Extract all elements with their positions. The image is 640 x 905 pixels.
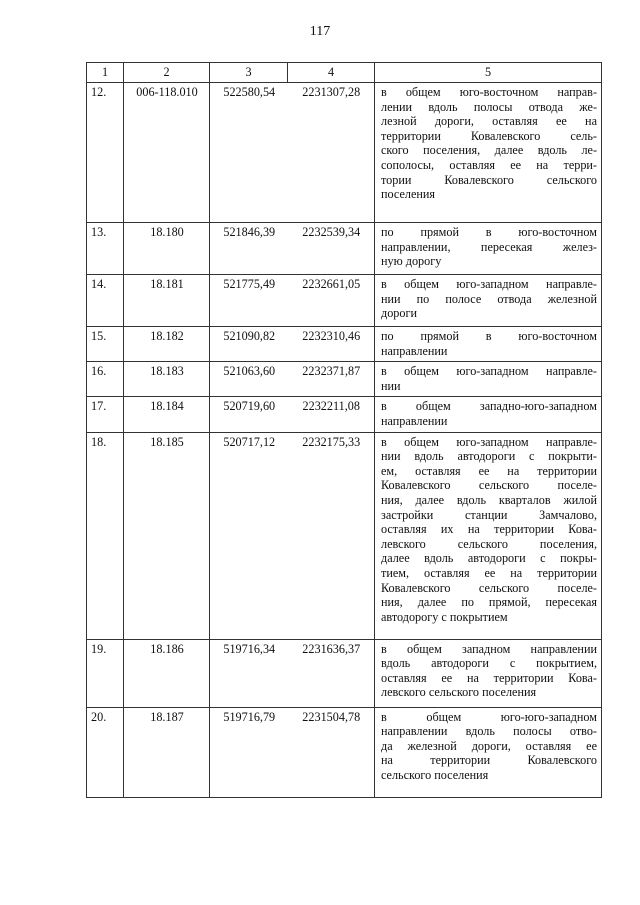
description-line: ния, далее вдоль кварталов жилой <box>381 492 597 507</box>
table-row <box>87 639 602 707</box>
coord-y: 2231636,37 <box>288 639 375 707</box>
description-line: вдоль автодороги с покрытием, <box>381 656 597 671</box>
row-number: 13. <box>87 223 124 275</box>
description-line: Ковалевского сельского поселе- <box>381 478 597 493</box>
point-code: 18.183 <box>124 362 210 397</box>
description-line: направлении вдоль полосы отво- <box>381 724 597 739</box>
direction-description <box>375 83 602 223</box>
row-number: 12. <box>87 83 124 223</box>
row-number: 14. <box>87 275 124 327</box>
description-line: ную дорогу <box>381 254 442 269</box>
description-line: в общем юго-западном направле- <box>381 364 597 379</box>
direction-description <box>375 327 602 362</box>
coord-y: 2232310,46 <box>288 327 375 362</box>
description-line: в общем юго-восточном направ- <box>381 85 597 99</box>
row-number: 20. <box>87 707 124 797</box>
row-number: 19. <box>87 639 124 707</box>
direction-description <box>375 275 602 327</box>
description-line: автодорогу с покрытием <box>381 609 508 624</box>
description-line: нии <box>381 378 401 393</box>
coord-y: 2231307,28 <box>288 83 375 223</box>
table-row <box>87 397 602 432</box>
point-code: 006-118.010 <box>124 83 210 223</box>
direction-description <box>375 432 602 639</box>
coord-x: 521090,82 <box>210 327 288 362</box>
description-line: по прямой в юго-восточном <box>381 329 597 343</box>
point-code: 18.181 <box>124 275 210 327</box>
page-number: 117 <box>309 24 331 39</box>
coord-x: 521846,39 <box>210 223 288 275</box>
coord-x: 519716,34 <box>210 639 288 707</box>
description-line: оставляя ее на территории Кова- <box>381 670 597 685</box>
row-number: 15. <box>87 327 124 362</box>
description-line: лезной дороги, оставляя ее на <box>381 114 597 129</box>
table-row <box>87 327 602 362</box>
description-line: нии вдоль автодороги с покрыти- <box>381 449 597 464</box>
description-line: тием, оставляя ее на территории <box>381 565 597 580</box>
header-cell-1: 1 <box>87 63 124 83</box>
header-cell-5: 5 <box>375 63 602 83</box>
table-row <box>87 432 602 639</box>
header-cell-4: 4 <box>288 63 375 83</box>
description-line: ем, оставляя ее на территории <box>381 463 597 478</box>
description-line: левского сельского поселения, <box>381 536 597 551</box>
description-line: сельского поселения <box>381 767 489 782</box>
direction-description <box>375 707 602 797</box>
table-header-row <box>87 63 602 83</box>
header-cell-3: 3 <box>210 63 288 83</box>
description-line: ского поселения, далее вдоль ле- <box>381 143 597 158</box>
table-row <box>87 83 602 223</box>
description-line: сополосы, оставляя ее на терри- <box>381 157 597 172</box>
description-line: левского сельского поселения <box>381 685 537 700</box>
description-line: нии по полосе отвода железной <box>381 291 597 306</box>
coord-y: 2232211,08 <box>288 397 375 432</box>
description-line: в общем юго-западном направле- <box>381 277 597 291</box>
description-line: в общем западном направлении <box>381 641 597 656</box>
row-number: 16. <box>87 362 124 397</box>
description-line: направлении <box>381 413 448 428</box>
description-line: Ковалевского сельского поселе- <box>381 580 597 595</box>
description-line: в общем юго-юго-западном <box>381 709 597 724</box>
coord-x: 520717,12 <box>210 432 288 639</box>
table-row <box>87 362 602 397</box>
point-code: 18.187 <box>124 707 210 797</box>
direction-description <box>375 639 602 707</box>
point-code: 18.182 <box>124 327 210 362</box>
description-line: дороги <box>381 306 418 321</box>
coord-x: 521775,49 <box>210 275 288 327</box>
row-number: 18. <box>87 432 124 639</box>
table-row <box>87 707 602 797</box>
coord-y: 2232539,34 <box>288 223 375 275</box>
description-line: далее вдоль автодороги с покры- <box>381 551 597 566</box>
direction-description <box>375 397 602 432</box>
description-line: в общем юго-западном направле- <box>381 434 597 449</box>
table-row <box>87 275 602 327</box>
header-cell-2: 2 <box>124 63 210 83</box>
description-line: оставляя их на территории Кова- <box>381 522 597 537</box>
coord-y: 2231504,78 <box>288 707 375 797</box>
table-row <box>87 223 602 275</box>
description-line: территории Ковалевского сель- <box>381 128 597 143</box>
point-code: 18.186 <box>124 639 210 707</box>
description-line: направлении, пересекая желез- <box>381 239 597 254</box>
point-code: 18.184 <box>124 397 210 432</box>
coord-y: 2232661,05 <box>288 275 375 327</box>
coord-x: 521063,60 <box>210 362 288 397</box>
coord-y: 2232371,87 <box>288 362 375 397</box>
direction-description <box>375 223 602 275</box>
table-body <box>87 83 602 798</box>
description-line: на территории Ковалевского <box>381 753 597 768</box>
description-line: поселения <box>381 187 436 202</box>
row-number: 17. <box>87 397 124 432</box>
boundary-table <box>86 62 602 798</box>
direction-description <box>375 362 602 397</box>
description-line: направлении <box>381 343 448 358</box>
coord-x: 519716,79 <box>210 707 288 797</box>
description-line: да железной дороги, оставляя ее <box>381 738 597 753</box>
coord-x: 520719,60 <box>210 397 288 432</box>
coord-y: 2232175,33 <box>288 432 375 639</box>
point-code: 18.185 <box>124 432 210 639</box>
coord-x: 522580,54 <box>210 83 288 223</box>
description-line: застройки станции Замчалово, <box>381 507 597 522</box>
description-line: в общем западно-юго-западном <box>381 399 597 414</box>
description-line: по прямой в юго-восточном <box>381 225 597 239</box>
description-line: ния, далее по прямой, пересекая <box>381 595 597 610</box>
point-code: 18.180 <box>124 223 210 275</box>
description-line: лении вдоль полосы отвода же- <box>381 99 597 114</box>
description-line: тории Ковалевского сельского <box>381 172 597 187</box>
